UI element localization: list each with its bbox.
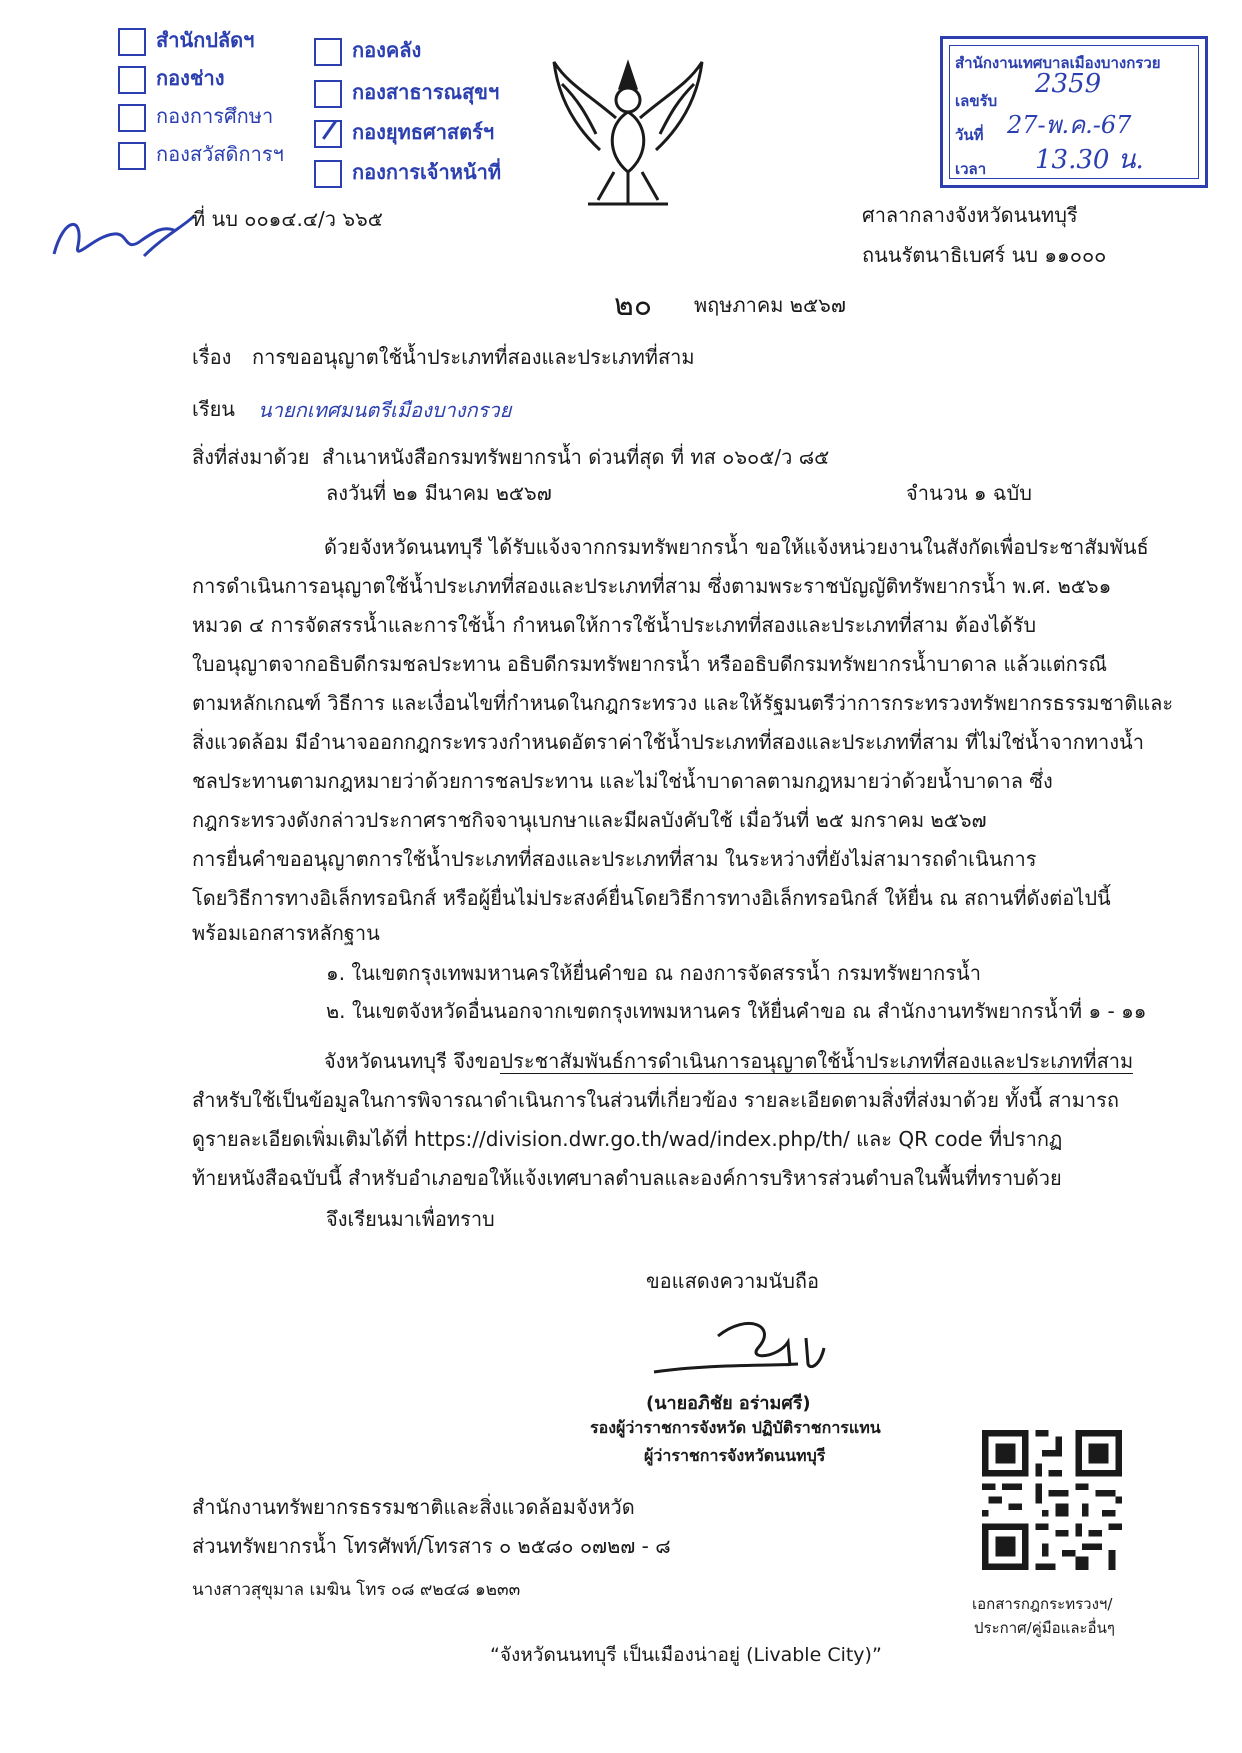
list-item: ๒. ในเขตจังหวัดอื่นนอกจากเขตกรุงเทพมหานคร ให้ยื่นคำขอ ณ สำนักงานทรัพยากรน้ำที่ ๑ - ๑๑	[326, 999, 1147, 1023]
signer-name: (นายอภิชัย อร่ามศรี)	[646, 1393, 811, 1414]
sender-office: ศาลากลางจังหวัดนนทบุรี	[862, 203, 1078, 227]
footer-contact: นางสาวสุขุมาล เมฆิน โทร ๐๘ ๙๒๔๘ ๑๒๓๓	[192, 1580, 521, 1600]
routing-item: กองการศึกษา	[118, 100, 273, 132]
routing-item: กองสาธารณสุขฯ	[314, 76, 499, 108]
checkbox-icon	[118, 104, 146, 132]
receipt-number-value: 2359	[1035, 69, 1102, 99]
paragraph2-underlined: ประชาสัมพันธ์การดำเนินการอนุญาตใช้น้ำประเภทที่สองและประเภทที่สาม	[500, 1049, 1134, 1073]
routing-item: กองคลัง	[314, 34, 421, 66]
paragraph-line: สิ่งแวดล้อม มีอำนาจออกกฎกระทรวงกำหนดอัตราค่าใช้น้ำประเภทที่สองและประเภทที่สาม ที่ไม่ใช่น้ำจากทางน้ำ	[192, 730, 1144, 754]
signer-title: รองผู้ว่าราชการจังหวัด ปฏิบัติราชการแทน	[590, 1418, 881, 1437]
closing: ขอแสดงความนับถือ	[646, 1269, 820, 1293]
paragraph-line: การยื่นคำขออนุญาตการใช้น้ำประเภทที่สองและประเภทที่สาม ในระหว่างที่ยังไม่สามารถดำเนินการ	[192, 847, 1037, 871]
sender-address: ถนนรัตนาธิเบศร์ นบ ๑๑๐๐๐	[862, 243, 1107, 267]
checkbox-icon	[314, 80, 342, 108]
checkbox-icon	[314, 160, 342, 188]
receipt-date-value: 27-พ.ค.-67	[1007, 111, 1132, 139]
paragraph-line: โดยวิธีการทางอิเล็กทรอนิกส์ หรือผู้ยื่นไม่ประสงค์ยื่นโดยวิธีการทางอิเล็กทรอนิกส์ ให้ยื่น ณ สถานที่ดังต่อไปนี้	[192, 886, 1111, 910]
handwritten-initials	[44, 196, 204, 276]
paragraph-line: หมวด ๔ การจัดสรรน้ำและการใช้น้ำ กำหนดให้การใช้น้ำประเภทที่สองและประเภทที่สาม ต้องได้รับ	[192, 613, 1037, 637]
receipt-time-value: 13.30 น.	[1035, 145, 1144, 175]
receipt-time-label: เวลา	[955, 160, 987, 178]
checked-checkbox-icon	[314, 120, 342, 148]
paragraph-line: ดูรายละเอียดเพิ่มเติมได้ที่ https://division.dwr.go.th/wad/index.php/th/ และ QR code ที่ปรากฏ	[192, 1127, 1063, 1151]
closing-request: จึงเรียนมาเพื่อทราบ	[326, 1207, 495, 1231]
footer-office: ส่วนทรัพยากรน้ำ โทรศัพท์/โทรสาร ๐ ๒๕๘๐ ๐๗๒๗ - ๘	[192, 1534, 671, 1558]
paragraph-line: กฎกระทรวงดังกล่าวประกาศราชกิจจานุเบกษาและมีผลบังคับใช้ เมื่อวันที่ ๒๕ มกราคม ๒๕๖๗	[192, 808, 987, 832]
checkbox-icon	[118, 142, 146, 170]
paragraph-line: ท้ายหนังสือฉบับนี้ สำหรับอำเภอขอให้แจ้งเทศบาลตำบลและองค์การบริหารส่วนตำบลในพื้นที่ทราบด้วย	[192, 1166, 1062, 1190]
date-day: ๒๐	[614, 288, 653, 323]
recipient: นายกเทศมนตรีเมืองบางกรวย	[258, 398, 512, 422]
routing-item: สำนักปลัดฯ	[118, 24, 254, 56]
footer-office: สำนักงานทรัพยากรธรรมชาติและสิ่งแวดล้อมจังหวัด	[192, 1495, 635, 1519]
receipt-stamp	[940, 36, 1208, 188]
paragraph-line	[324, 1042, 1133, 1081]
paragraph2-lead: จังหวัดนนทบุรี จึงขอ	[324, 1049, 501, 1073]
routing-item: กองสวัสดิการฯ	[118, 138, 284, 170]
paragraph-line: ใบอนุญาตจากอธิบดีกรมชลประทาน อธิบดีกรมทรัพยากรน้ำ หรืออธิบดีกรมทรัพยากรน้ำบาดาล แล้วแต่กรณี	[192, 652, 1108, 676]
paragraph-line: การดำเนินการอนุญาตใช้น้ำประเภทที่สองและประเภทที่สาม ซึ่งตามพระราชบัญญัติทรัพยากรน้ำ พ.ศ. ๒๕๖๑	[192, 574, 1112, 598]
checkbox-icon	[118, 28, 146, 56]
routing-item: กองยุทธศาสตร์ฯ	[314, 116, 494, 148]
subject-label: เรื่อง	[192, 345, 232, 369]
paragraph-line: พร้อมเอกสารหลักฐาน	[192, 921, 380, 945]
paragraph-line: สำหรับใช้เป็นข้อมูลในการพิจารณาดำเนินการในส่วนที่เกี่ยวข้อง รายละเอียดตามสิ่งที่ส่งมาด้วย ทั้งนี้ สามารถ	[192, 1088, 1119, 1112]
date-month-year: พฤษภาคม ๒๕๖๗	[694, 293, 846, 317]
receipt-title: สำนักงานเทศบาลเมืองบางกรวย	[955, 54, 1161, 72]
checkbox-icon	[314, 38, 342, 66]
checkbox-icon	[118, 66, 146, 94]
list-item: ๑. ในเขตกรุงเทพมหานครให้ยื่นคำขอ ณ กองการจัดสรรน้ำ กรมทรัพยากรน้ำ	[326, 961, 981, 985]
qr-caption: เอกสารกฎกระทรวงฯ/	[972, 1595, 1113, 1613]
receipt-number-label: เลขรับ	[955, 92, 998, 110]
signer-title: ผู้ว่าราชการจังหวัดนนทบุรี	[644, 1446, 826, 1465]
enclosure-label: สิ่งที่ส่งมาด้วย	[192, 445, 310, 469]
qr-caption: ประกาศ/คู่มือและอื่นๆ	[974, 1619, 1115, 1637]
routing-stamp	[118, 22, 528, 182]
signature	[648, 1308, 848, 1388]
routing-item: กองการเจ้าหน้าที่	[314, 156, 501, 188]
garuda-emblem-icon	[548, 54, 708, 214]
enclosure-date: ลงวันที่ ๒๑ มีนาคม ๒๕๖๗	[326, 481, 552, 505]
qr-code	[982, 1430, 1122, 1570]
routing-item: กองช่าง	[118, 62, 224, 94]
slogan: “จังหวัดนนทบุรี เป็นเมืองน่าอยู่ (Livable City)”	[490, 1644, 882, 1666]
receipt-date-label: วันที่	[955, 126, 984, 144]
enclosure: สำเนาหนังสือกรมทรัพยากรน้ำ ด่วนที่สุด ที่ ทส ๐๖๐๕/ว ๘๕	[322, 445, 830, 469]
document-number: ที่ นบ ๐๐๑๔.๔/ว ๖๖๕	[192, 207, 383, 231]
subject: การขออนุญาตใช้น้ำประเภทที่สองและประเภทที่สาม	[252, 345, 695, 369]
paragraph-line: ตามหลักเกณฑ์ วิธีการ และเงื่อนไขที่กำหนดในกฎกระทรวง และให้รัฐมนตรีว่าการกระทรวงทรัพยากรธรรมชาติและ	[192, 691, 1174, 715]
paragraph-line: ด้วยจังหวัดนนทบุรี ได้รับแจ้งจากกรมทรัพยากรน้ำ ขอให้แจ้งหน่วยงานในสังกัดเพื่อประชาสัมพันธ์	[324, 535, 1149, 559]
paragraph-line: ชลประทานตามกฎหมายว่าด้วยการชลประทาน และไม่ใช่น้ำบาดาลตามกฎหมายว่าด้วยน้ำบาดาล ซึ่ง	[192, 769, 1053, 793]
enclosure-count: จำนวน ๑ ฉบับ	[906, 481, 1032, 505]
recipient-label: เรียน	[192, 397, 235, 421]
